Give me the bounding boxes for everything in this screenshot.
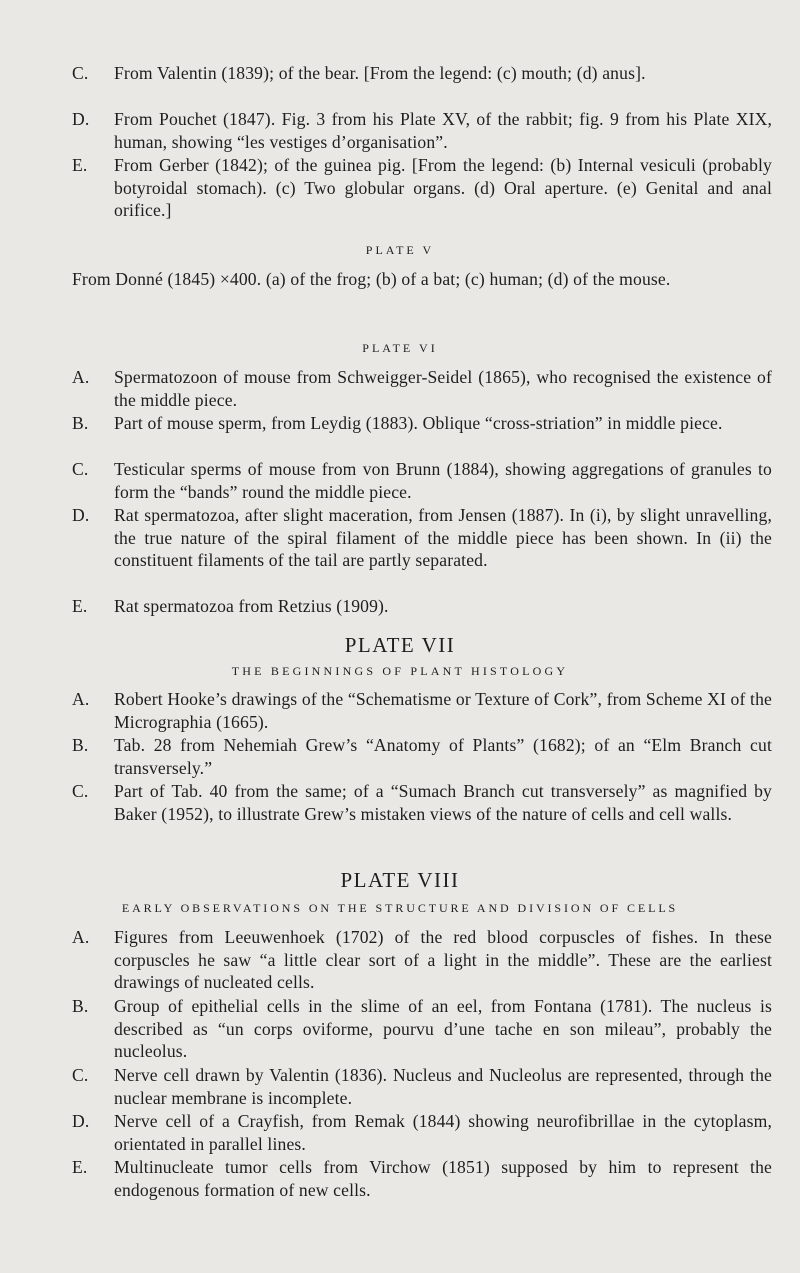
plate6-entry-c xyxy=(72,458,772,503)
entry-text: Robert Hooke’s drawings of the “Schematisme or Texture of Cork”, from Scheme XI of the Micrographia (1665). xyxy=(114,689,772,732)
entry-text: From Pouchet (1847). Fig. 3 from his Plate XV, of the rabbit; fig. 9 from his Plate XIX, human, showing “les vestiges d’organisation”. xyxy=(114,109,772,152)
entry-text: Tab. 28 from Nehemiah Grew’s “Anatomy of Plants” (1682); of an “Elm Branch cut transversely.” xyxy=(114,735,772,778)
entry-text: Nerve cell drawn by Valentin (1836). Nucleus and Nucleolus are represented, through the nuclear membrane is incomplete. xyxy=(114,1065,772,1108)
entry-label: E. xyxy=(72,155,88,175)
entry-text: Figures from Leeuwenhoek (1702) of the red blood corpuscles of fishes. In these corpuscles he saw “a little clear sort of a light in the middle”. These are the earliest drawings of nucleated cells. xyxy=(114,927,772,993)
plate7-subtitle: THE BEGINNINGS OF PLANT HISTOLOGY xyxy=(231,664,569,678)
plate8-entry-d xyxy=(72,1110,772,1155)
plate5-entry xyxy=(72,268,772,291)
plate8-entry-c xyxy=(72,1064,772,1109)
plate7-heading: PLATE VII xyxy=(344,633,456,657)
entry-label: E. xyxy=(72,1157,88,1177)
entry-text: From Gerber (1842); of the guinea pig. [From the legend: (b) Internal vesiculi (probably botyroidal stomach). (c) Two globular organs. (d) Oral aperture. (e) Genital and anal orifice.] xyxy=(114,155,772,221)
plate4-entry-e xyxy=(72,154,772,222)
entry-text: Rat spermatozoa from Retzius (1909). xyxy=(114,596,389,616)
plate7-entry-a xyxy=(72,688,772,733)
entry-label: E. xyxy=(72,596,88,616)
entry-label: C. xyxy=(72,781,89,801)
entry-text: From Valentin (1839); of the bear. [From the legend: (c) mouth; (d) anus]. xyxy=(114,63,646,83)
entry-text: Nerve cell of a Crayfish, from Remak (1844) showing neurofibrillae in the cytoplasm, orientated in parallel lines. xyxy=(114,1111,772,1154)
entry-label: A. xyxy=(72,927,90,947)
entry-label: D. xyxy=(72,109,90,129)
plate7-entry-c xyxy=(72,780,772,825)
entry-label: A. xyxy=(72,689,90,709)
entry-text: From Donné (1845) ×400. (a) of the frog; (b) of a bat; (c) human; (d) of the mouse. xyxy=(72,269,671,289)
entry-label: D. xyxy=(72,505,90,525)
plate6-entry-e xyxy=(72,595,772,618)
plate4-entry-d xyxy=(72,108,772,153)
entry-label: C. xyxy=(72,459,89,479)
entry-label: B. xyxy=(72,735,89,755)
entry-label: D. xyxy=(72,1111,90,1131)
plate4-entry-c xyxy=(72,62,772,85)
plate6-heading: PLATE VI xyxy=(362,341,438,355)
entry-text: Rat spermatozoa, after slight maceration, from Jensen (1887). In (i), by slight unravelling, the true nature of the spiral filament of the middle piece has been shown. In (ii) the constituent filaments of the tail are partly separated. xyxy=(114,505,772,571)
entry-text: Part of mouse sperm, from Leydig (1883). Oblique “cross-striation” in middle piece. xyxy=(114,413,723,433)
entry-label: B. xyxy=(72,996,89,1016)
plate8-subtitle: EARLY OBSERVATIONS ON THE STRUCTURE AND DIVISION OF CELLS xyxy=(121,901,679,915)
plate8-entry-a xyxy=(72,926,772,994)
plate7-entry-b xyxy=(72,734,772,779)
plate6-entry-a xyxy=(72,366,772,411)
entry-text: Group of epithelial cells in the slime of an eel, from Fontana (1781). The nucleus is described as “un corps oviforme, pourvu d’une tache en son mileau”, probably the nucleolus. xyxy=(114,996,772,1062)
plate6-entry-b xyxy=(72,412,772,435)
entry-text: Testicular sperms of mouse from von Brunn (1884), showing aggregations of granules to form the “bands” round the middle piece. xyxy=(114,459,772,502)
entry-text: Part of Tab. 40 from the same; of a “Sumach Branch cut transversely” as magnified by Baker (1952), to illustrate Grew’s mistaken views of the nature of cells and cell walls. xyxy=(114,781,772,824)
plate8-entry-e xyxy=(72,1156,772,1201)
entry-text: Multinucleate tumor cells from Virchow (1851) supposed by him to represent the endogenous formation of new cells. xyxy=(114,1157,772,1200)
entry-label: A. xyxy=(72,367,90,387)
plate8-entry-b xyxy=(72,995,772,1063)
entry-label: C. xyxy=(72,63,89,83)
entry-text: Spermatozoon of mouse from Schweigger-Seidel (1865), who recognised the existence of the middle piece. xyxy=(114,367,772,410)
plate8-heading: PLATE VIII xyxy=(340,868,460,892)
plate5-heading: PLATE V xyxy=(365,243,435,257)
entry-label: B. xyxy=(72,413,89,433)
plate6-entry-d xyxy=(72,504,772,572)
entry-label: C. xyxy=(72,1065,89,1085)
